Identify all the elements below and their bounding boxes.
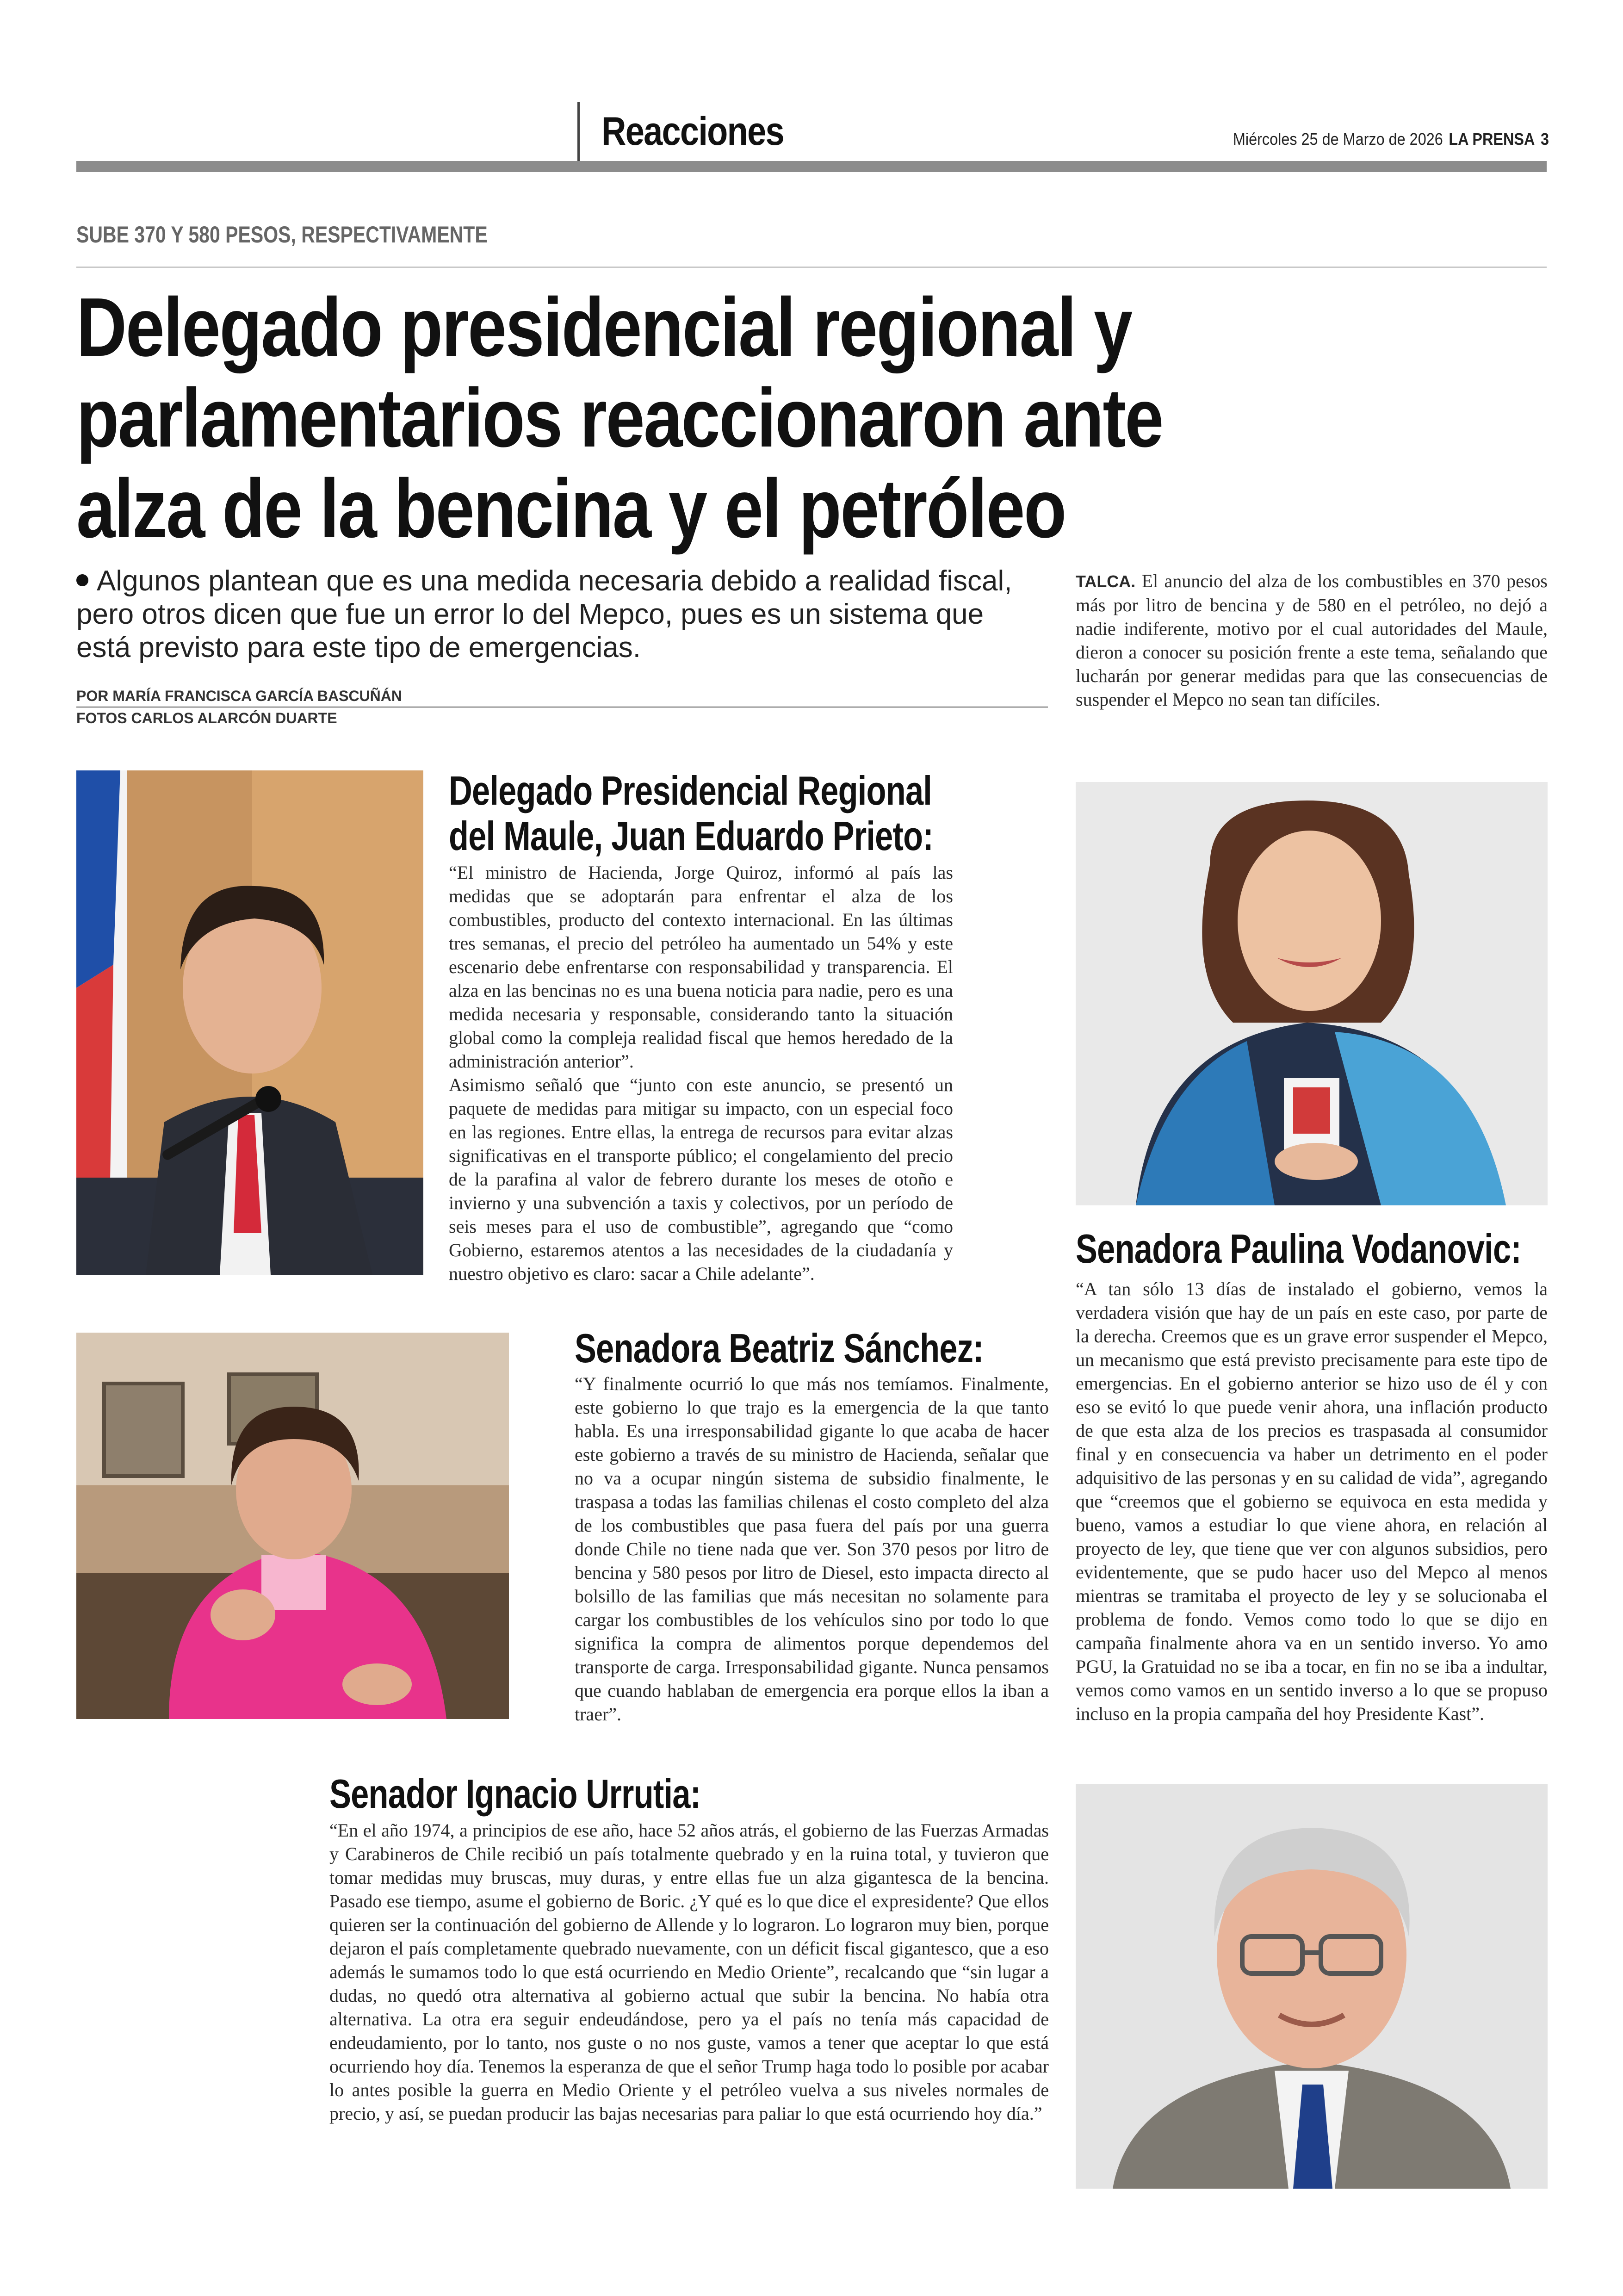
header-rule [76,161,1547,172]
woman-holding-document-photo-icon [1076,782,1548,1205]
header-divider [577,102,580,162]
page-number: 3 [1540,130,1549,149]
dateline-city: TALCA. [1076,572,1136,591]
page-dateline [1233,130,1549,149]
paragraph: “El ministro de Hacienda, Jorge Quiroz, informó al país las medidas que se adoptarán para enfrentar el alza de los combustibles, producto del contexto internacional. En las últimas tres semanas, el precio del petróleo ha aumentado un 54% y este escenario debe enfrentarse con responsabilidad y transparencia. El alza en las bencinas no es una buena noticia para nadie, pero es una medida necesaria y responsable, considerando tanto la situación global como la compleja realidad fiscal que hemos heredado de la administración anterior”. [449,862,953,1072]
photo-credit: FOTOS CARLOS ALARCÓN DUARTE [76,710,337,726]
name-line: Senadora Beatriz Sánchez: [575,1325,984,1371]
man-speaking-at-microphone-photo-icon [76,770,423,1275]
quote-sanchez: “Y finalmente ocurrió lo que más nos temíamos. Finalmente, este gobierno lo que trajo es la emergencia de la que tanto habla. Es una irresponsabilidad gigante lo que acaba de hacer este gobierno a través de su ministro de Hacienda, señalar que no va a ocupar ningún sistema de subsidio finalmente, le traspasa a todas las familias chilenas el costo completo del alza de los combustibles que pasa fuera del país por una guerra donde Chile no tiene nada que ver. Son 370 pesos por litro de bencina y 580 pesos por litro de Diesel, esto impacta directo al bolsillo de las familias que más necesitan no solamente para cargar los combustibles de los vehículos sino por todo lo que significa la compra de alimentos porque dependemos del transporte de carga. Irresponsabilidad gigante. Nunca pensamos que cuando hablaban de emergencia era porque ellos la iban a traer”. [575,1373,1049,1725]
headline-line: alza de la bencina y el petróleo [76,462,1065,555]
headline-line: parlamentarios reaccionaron ante [76,372,1163,465]
name-line: Senadora Paulina Vodanovic: [1076,1226,1521,1272]
bullet-icon [76,574,88,586]
quote-urrutia: “En el año 1974, a principios de ese año, hace 52 años atrás, el gobierno de las Fuerzas Armadas y Carabineros de Chile recibió un país totalmente quebrado y en la ruina total, y tuvieron que tomar medidas muy bruscas, muy duras, y entre ellas fue un alza gigantesca de la bencina. Pasado ese tiempo, asume el gobierno de Boric. ¿Y qué es lo que dice el expresidente? Que ellos quieren ser la continuación del gobierno de Allende y lo lograron. Lo lograron muy bien, porque dejaron el país completamente quebrado nuevamente, con un déficit fiscal gigantesco, que a eso además le sumamos todo lo que está ocurriendo en Medio Oriente”, recalcando que “sin lugar a dudas, no quedó otra alternativa al gobierno actual que subir la bencina. No había otra alternativa. La otra era seguir endeudándose, pero ya el país no tenía más capacidad de endeudamiento, por lo tanto, nos guste o no nos guste, vamos a tener que aceptar lo que está ocurriendo hoy día. Tenemos la esperanza de que el señor Trump haga todo lo posible por acabar lo antes posible la guerra en Medio Oriente y el petróleo vuelva a sus niveles normales de precio, y así, se puedan producir las bajas necesarias para paliar lo que está ocurriendo hoy día.” [329,1820,1049,2124]
name-urrutia [329,1771,1023,1817]
headline [76,282,1464,554]
name-line: Senador Ignacio Urrutia: [329,1771,701,1817]
lead-paragraph [1076,569,1548,711]
kicker: SUBE 370 Y 580 PESOS, RESPECTIVAMENTE [76,222,488,248]
article-summary [76,565,1025,664]
name-prieto [449,768,1027,859]
quote-vodanovic: “A tan sólo 13 días de instalado el gobierno, vemos la verdadera visión que hay de un país en este caso, por parte de la derecha. Creemos que es un grave error suspender el Mepco, un mecanismo que está previsto precisamente para este tipo de emergencias. En el gobierno anterior se hizo uso de él y con eso se evitó lo que puede venir ahora, una inflación producto de que esta alza de los precios es traspasada al consumidor final y en consecuencia va haber un detrimento en el poder adquisitivo de las personas y en su calidad de vida”, agregando que “creemos que el gobierno se equivoca en esta medida y bueno, vamos a estudiar lo que viene ahora, en relación al proyecto de ley, que tiene que ver con algunos subsidios, pero evidentemente, que se pudo hacer uso del Mepco al menos mientras se tramitaba el proyecto de ley y se solucionaba el problema de fondo. Vemos como todo lo que se dijo en campaña finalmente ahora va en un sentido inverso. Yo amo PGU, la Gratuidad no se iba a tocar, en fin no se iba a indultar, vemos como vamos en un sentido inverso a lo que se propuso incluso en la propia campaña del hoy Presidente Kast”. [1076,1278,1548,1724]
photo-prieto [76,770,423,1275]
lead-text: El anuncio del alza de los combustibles en 370 pesos más por litro de bencina y de 580 en el petróleo, no dejó a nadie indiferente, motivo por el cual autoridades del Maule, dieron a conocer su posición frente a este tema, señalando que lucharán por generar medidas para que las consecuencias de suspender el Mepco no sean tan difíciles. [1076,571,1548,710]
man-with-glasses-portrait-photo-icon [1076,1784,1548,2189]
name-vodanovic [1076,1226,1552,1272]
name-line: Delegado Presidencial Regional [449,768,932,813]
byline: POR MARÍA FRANCISCA GARCÍA BASCUÑÁN [76,688,402,704]
woman-in-pink-gesturing-photo-icon [76,1333,509,1719]
issue-date: Miércoles 25 de Marzo de 2026 [1233,130,1443,149]
photo-sanchez [76,1333,509,1719]
name-line: del Maule, Juan Eduardo Prieto: [449,813,934,859]
name-sanchez [575,1326,1037,1371]
paragraph: Asimismo señaló que “junto con este anuncio, se presentó un paquete de medidas para mitigar su impacto, con un especial foco en las regiones. Entre ellas, la entrega de recursos para evitar alzas significativas en el transporte público; el congelamiento del precio de la parafina al valor de febrero durante los meses de otoño e invierno y una subvención a taxis y colectivos, por un período de seis meses para el uso de combustible”, agregando que “como Gobierno, estaremos atentos a las necesidades de la ciudadanía y nuestro objetivo es claro: sacar a Chile adelante”. [449,1074,953,1284]
kicker-rule [76,267,1547,268]
photo-vodanovic [1076,782,1548,1205]
publication-name: LA PRENSA [1449,130,1535,149]
headline-line: Delegado presidencial regional y [76,281,1132,374]
photo-urrutia [1076,1784,1548,2189]
quote-prieto [449,861,953,1285]
section-title: Reacciones [601,109,784,154]
summary-text: Algunos plantean que es una medida necesaria debido a realidad fiscal, pero otros dicen que fue un error lo del Mepco, pues es un sistema que está previsto para este tipo de emergencias. [76,565,1012,664]
